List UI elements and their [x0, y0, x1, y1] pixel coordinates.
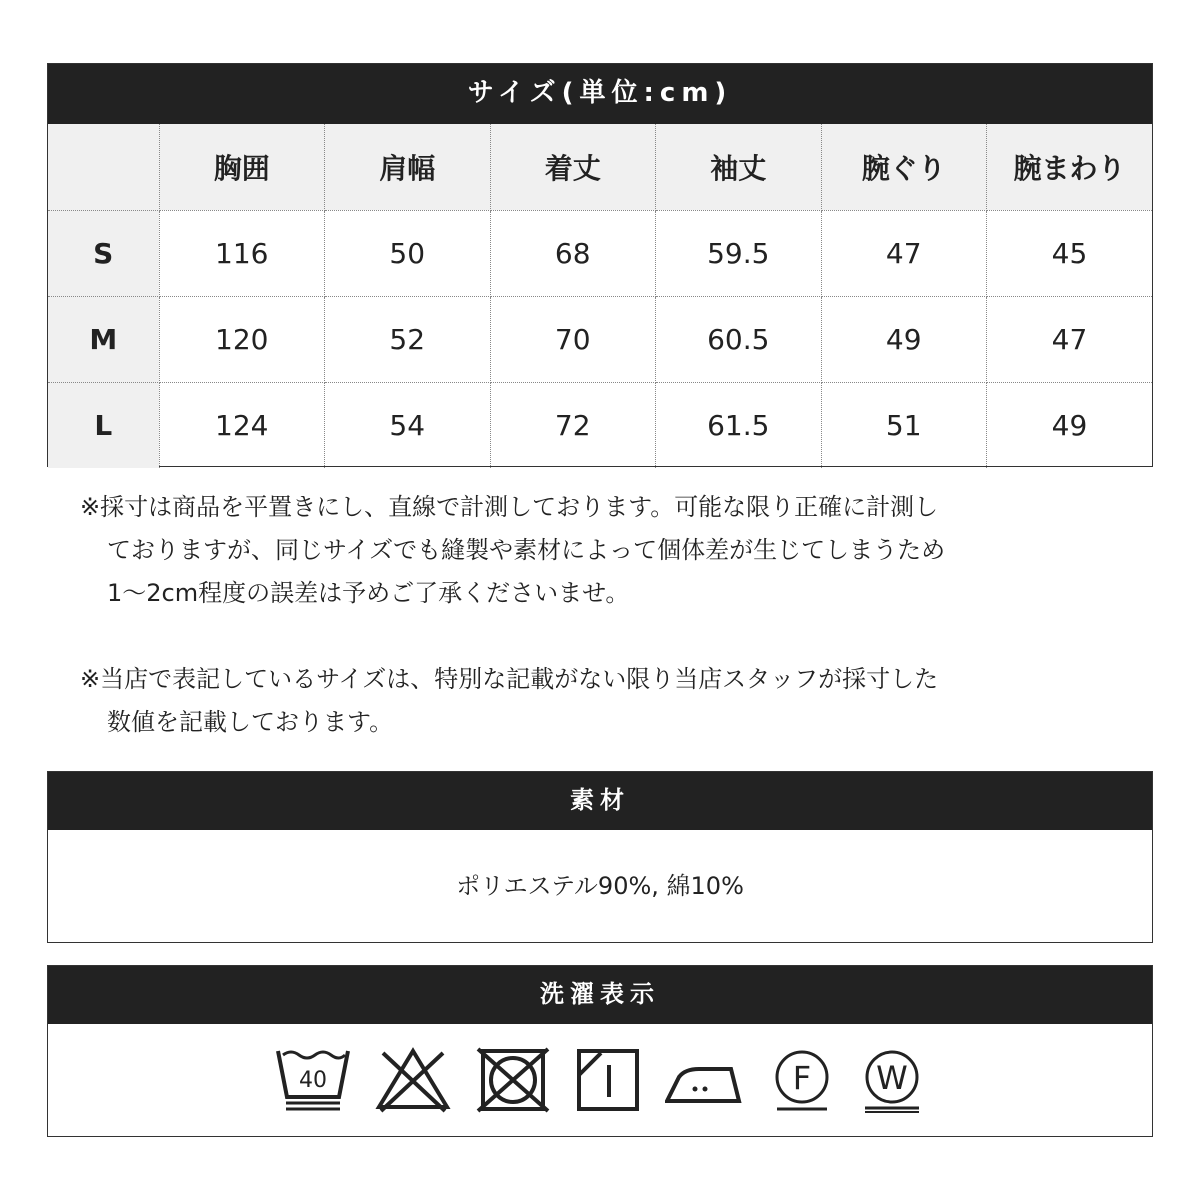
table-cell: 70	[490, 296, 656, 382]
no-tumble-dry-icon	[475, 1047, 551, 1113]
header-cell-shoulder: 肩幅	[325, 124, 491, 210]
table-cell: 59.5	[656, 210, 822, 296]
size-table	[48, 124, 1152, 468]
note-line: 数値を記載しております。	[107, 708, 394, 736]
size-table-header-row	[48, 124, 1152, 210]
table-cell: 120	[159, 296, 325, 382]
table-cell: 54	[325, 382, 491, 468]
table-cell: 47	[987, 296, 1153, 382]
hang-dry-icon	[575, 1047, 641, 1113]
note-line: ※当店で表記しているサイズは、特別な記載がない限り当店スタッフが採寸した	[80, 665, 939, 693]
table-cell: 49	[821, 296, 987, 382]
note-line: ※採寸は商品を平置きにし、直線で計測しております。可能な限り正確に計測し	[80, 493, 939, 521]
care-section	[47, 965, 1153, 1137]
care-icons	[48, 1024, 1152, 1136]
size-source-note	[80, 658, 1080, 744]
table-cell: 45	[987, 210, 1153, 296]
table-cell: 124	[159, 382, 325, 468]
size-label: M	[48, 296, 159, 382]
header-cell-chest: 胸囲	[159, 124, 325, 210]
wash-40-gentle-icon	[275, 1047, 351, 1113]
table-cell: 68	[490, 210, 656, 296]
table-cell: 60.5	[656, 296, 822, 382]
note-line: ておりますが、同じサイズでも縫製や素材によって個体差が生じてしまうため	[107, 536, 946, 564]
header-cell-length: 着丈	[490, 124, 656, 210]
wet-clean-w-icon	[859, 1047, 925, 1113]
header-cell-armhole: 腕ぐり	[821, 124, 987, 210]
table-row	[48, 210, 1152, 296]
material-section-title: 素材	[48, 772, 1152, 830]
material-section	[47, 771, 1153, 943]
wash-temperature-label: 40	[299, 1068, 327, 1093]
size-label: S	[48, 210, 159, 296]
iron-low-icon	[665, 1047, 745, 1113]
wet-clean-label: W	[876, 1059, 908, 1097]
table-row	[48, 296, 1152, 382]
table-cell: 116	[159, 210, 325, 296]
table-cell: 61.5	[656, 382, 822, 468]
table-cell: 49	[1051, 408, 1088, 442]
measurement-note	[80, 486, 1080, 615]
dry-clean-f-icon	[769, 1047, 835, 1113]
table-cell: 50	[325, 210, 491, 296]
table-row	[48, 382, 1152, 468]
size-section-title: サイズ(単位:cm)	[48, 64, 1152, 124]
header-cell-arm-circumference: 腕まわり	[987, 124, 1153, 210]
table-cell: 51	[821, 382, 987, 468]
size-table-section	[47, 63, 1153, 467]
size-label: L	[48, 382, 159, 468]
header-cell-sleeve: 袖丈	[656, 124, 822, 210]
material-composition: ポリエステル90%, 綿10%	[456, 872, 744, 900]
note-line: 1～2cm程度の誤差は予めご了承くださいませ。	[107, 579, 630, 607]
header-cell-blank	[48, 124, 159, 210]
care-section-title: 洗濯表示	[48, 966, 1152, 1024]
table-cell: 47	[821, 210, 987, 296]
no-bleach-icon	[375, 1047, 451, 1113]
table-cell: 72	[490, 382, 656, 468]
table-cell: 52	[325, 296, 491, 382]
dry-clean-label: F	[792, 1059, 812, 1097]
